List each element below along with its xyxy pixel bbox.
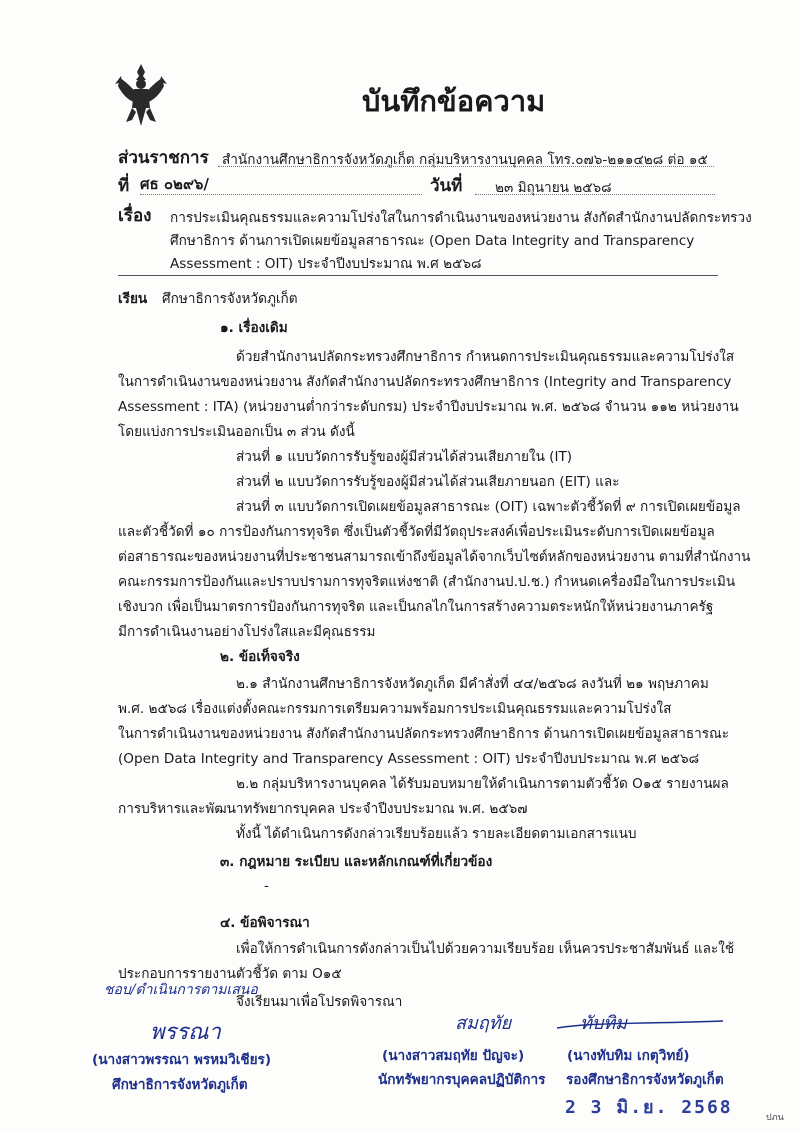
agency-label: ส่วนราชการ xyxy=(118,148,209,168)
date-label: วันที่ xyxy=(430,176,463,196)
signature-director: พรรณา xyxy=(150,1020,221,1045)
section2-line: พ.ศ. ๒๕๖๘ เรื่องแต่งตั้งคณะกรรมการเตรียมความพร้อมการประเมินคุณธรรมและความโปร่งใส xyxy=(118,701,672,717)
signer-name-director: (นางสาวพรรณา พรหมวิเชียร) xyxy=(92,1052,272,1068)
memo-title: บันทึกข้อความ xyxy=(362,84,546,118)
section2-line: ทั้งนี้ ได้ดำเนินการดังกล่าวเรียบร้อยแล้ว รายละเอียดตามเอกสารแนบ xyxy=(236,826,637,842)
signer-position-officer: นักทรัพยากรบุคคลปฏิบัติการ xyxy=(378,1072,546,1088)
signer-name-officer: (นางสาวสมฤทัย ปัญจะ) xyxy=(382,1048,525,1064)
section3-line: - xyxy=(264,878,269,894)
section1-line: ส่วนที่ ๒ แบบวัดการรับรู้ของผู้มีส่วนได้ส่วนเสียภายนอก (EIT) และ xyxy=(236,474,620,490)
salutation-label: เรียน xyxy=(118,291,148,307)
ref-label: ที่ xyxy=(118,176,130,196)
agency-dotline xyxy=(218,166,714,167)
signer-position-director: ศึกษาธิการจังหวัดภูเก็ต xyxy=(112,1077,248,1093)
signature-deputy: ทับทิม xyxy=(580,1013,628,1034)
section3-heading: ๓. กฎหมาย ระเบียบ และหลักเกณฑ์ที่เกี่ยวข้อง xyxy=(220,854,493,870)
garuda-emblem-icon xyxy=(112,62,170,130)
section1-line: คณะกรรมการป้องกันและปราบปรามการทุจริตแห่งชาติ (สำนักงานป.ป.ช.) กำหนดเครื่องมือในการประเมิน xyxy=(118,574,736,590)
section1-line: โดยแบ่งการประเมินออกเป็น ๓ ส่วน ดังนี้ xyxy=(118,424,355,440)
section2-line: (Open Data Integrity and Transparency Assessment : OIT) ประจำปีงบประมาณ พ.ศ ๒๕๖๘ xyxy=(118,751,700,767)
subject-line-3: Assessment : OIT) ประจำปีงบประมาณ พ.ศ ๒๕๖๘ xyxy=(170,256,482,272)
subject-line-2: ศึกษาธิการ ด้านการเปิดเผยข้อมูลสาธารณะ (Open Data Integrity and Transparency xyxy=(170,233,695,249)
date-stamp: 2 3 มิ.ย. 2568 xyxy=(565,1097,733,1118)
section2-heading: ๒. ข้อเท็จจริง xyxy=(220,649,300,665)
section1-line: ด้วยสำนักงานปลัดกระทรวงศึกษาธิการ กำหนดการประเมินคุณธรรมและความโปร่งใส xyxy=(236,349,735,365)
section4-heading: ๔. ข้อพิจารณา xyxy=(220,915,310,931)
section2-line: ๒.๑ สำนักงานศึกษาธิการจังหวัดภูเก็ต มีคำสั่งที่ ๔๔/๒๕๖๘ ลงวันที่ ๒๑ พฤษภาคม xyxy=(236,676,709,692)
signer-position-deputy: รองศึกษาธิการจังหวัดภูเก็ต xyxy=(566,1072,724,1088)
section4-line: เพื่อให้การดำเนินการดังกล่าวเป็นไปด้วยความเรียบร้อย เห็นควรประชาสัมพันธ์ และใช้ xyxy=(236,941,735,957)
section1-line: เชิงบวก เพื่อเป็นมาตรการป้องกันการทุจริต และเป็นกลไกในการสร้างความตระหนักให้หน่วยงานภาครัฐ xyxy=(118,599,714,615)
header-divider xyxy=(118,275,718,276)
corner-mark: ปภน xyxy=(766,1113,784,1123)
section2-line: ๒.๒ กลุ่มบริหารงานบุคคล ได้รับมอบหมายให้ดำเนินการตามตัวชี้วัด O๑๕ รายงานผล xyxy=(236,776,729,792)
section1-line: และตัวชี้วัดที่ ๑๐ การป้องกันการทุจริต ซึ่งเป็นตัวชี้วัดที่มีวัตถุประสงค์เพื่อประเมินระดับการเปิดเผยข้อมูล xyxy=(118,524,715,540)
section1-line: มีการดำเนินงานอย่างโปร่งใสและมีคุณธรรม xyxy=(118,624,376,640)
handwritten-approval-note: ชอบ/ดำเนินการตามเสนอ xyxy=(104,982,258,998)
date-value: ๒๓ มิถุนายน ๒๕๖๘ xyxy=(495,180,612,196)
ref-value: ศธ ๐๒๙๖/ xyxy=(140,175,209,193)
ref-dotline xyxy=(140,194,422,195)
subject-line-1: การประเมินคุณธรรมและความโปร่งใสในการดำเนินงานของหน่วยงาน สังกัดสำนักงานปลัดกระทรวง xyxy=(170,210,752,226)
section1-line: ส่วนที่ ๓ แบบวัดการเปิดเผยข้อมูลสาธารณะ (OIT) เฉพาะตัวชี้วัดที่ ๙ การเปิดเผยข้อมูล xyxy=(236,499,741,515)
section2-line: ในการดำเนินงานของหน่วยงาน สังกัดสำนักงานปลัดกระทรวงศึกษาธิการ ด้านการเปิดเผยข้อมูลสาธารณะ xyxy=(118,726,730,742)
section1-line: Assessment : ITA) (หน่วยงานต่ำกว่าระดับกรม) ประจำปีงบประมาณ พ.ศ. ๒๕๖๘ จำนวน ๑๑๒ หน่วยงาน xyxy=(118,399,739,415)
subject-label: เรื่อง xyxy=(118,206,152,226)
closing-line: จึงเรียนมาเพื่อโปรดพิจารณา xyxy=(236,994,403,1010)
section1-line: ต่อสาธารณะของหน่วยงานที่ประชาชนสามารถเข้าถึงข้อมูลได้จากเว็บไซต์หลักของหน่วยงาน ตามที่สำนักงาน xyxy=(118,549,751,565)
section2-line: การบริหารและพัฒนาทรัพยากรบุคคล ประจำปีงบประมาณ พ.ศ. ๒๕๖๗ xyxy=(118,801,528,817)
section1-heading: ๑. เรื่องเดิม xyxy=(220,320,288,336)
signature-officer: สมฤทัย xyxy=(455,1013,512,1034)
signature-underline-icon xyxy=(555,1018,725,1032)
section4-line: ประกอบการรายงานตัวชี้วัด ตาม O๑๕ xyxy=(118,966,342,982)
agency-value: สำนักงานศึกษาธิการจังหวัดภูเก็ต กลุ่มบริหารงานบุคคล โทร.๐๗๖-๒๑๑๔๒๘ ต่อ ๑๕ xyxy=(222,152,708,168)
signer-name-deputy: (นางทับทิม เกตุวิทย์) xyxy=(567,1048,690,1064)
section1-line: ส่วนที่ ๑ แบบวัดการรับรู้ของผู้มีส่วนได้ส่วนเสียภายใน (IT) xyxy=(236,449,573,465)
section1-line: ในการดำเนินงานของหน่วยงาน สังกัดสำนักงานปลัดกระทรวงศึกษาธิการ (Integrity and Transparency xyxy=(118,374,732,390)
salutation-value: ศึกษาธิการจังหวัดภูเก็ต xyxy=(162,291,298,307)
date-dotline xyxy=(475,194,715,195)
